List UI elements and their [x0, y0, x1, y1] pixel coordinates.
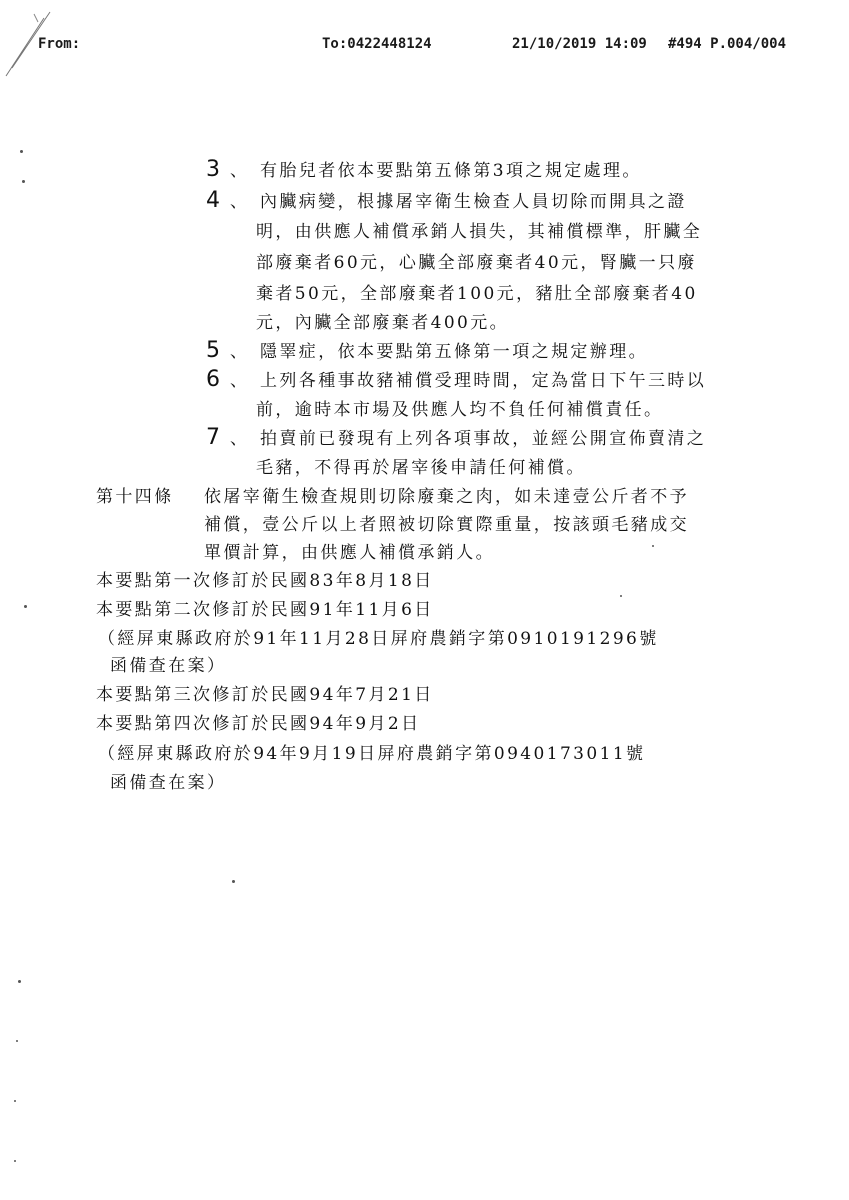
scan-speck [18, 980, 21, 983]
list-item-number: 7 [206, 425, 220, 450]
article-14-label: 第十四條 [96, 487, 174, 507]
scan-speck [620, 595, 622, 597]
list-item-7 [206, 426, 706, 451]
list-item-continuation: 元，內臟全部廢棄者400元。 [256, 313, 510, 333]
scan-speck [20, 150, 23, 153]
list-item-text: 上列各種事故豬補償受理時間，定為當日下午三時以 [260, 371, 707, 391]
revision-note: 函備查在案） [110, 773, 227, 793]
scan-speck [24, 605, 27, 608]
list-item-text: 拍賣前已發現有上列各項事故，並經公開宣佈賣清之 [260, 429, 707, 449]
list-item-text: 隱睪症，依本要點第五條第一項之規定辦理。 [260, 342, 648, 362]
revision-line: 本要點第一次修訂於民國83年8月18日 [96, 571, 434, 591]
revision-line: 本要點第四次修訂於民國94年9月2日 [96, 714, 421, 734]
list-item-4 [206, 189, 687, 214]
list-item-6 [206, 368, 706, 393]
revision-note: 函備查在案） [110, 656, 227, 676]
list-item-continuation: 棄者50元，全部廢棄者100元，豬肚全部廢棄者40 [256, 284, 698, 304]
list-item-number: 6 [206, 367, 220, 392]
list-item-number: 3 [206, 157, 220, 182]
list-item-separator: 、 [230, 371, 247, 391]
scan-speck [16, 1040, 18, 1042]
list-item-text: 有胎兒者依本要點第五條第3項之規定處理。 [260, 161, 642, 181]
article-14-text: 單價計算，由供應人補償承銷人。 [204, 543, 495, 563]
revision-note: （經屏東縣政府於94年9月19日屏府農銷字第0940173011號 [98, 744, 646, 764]
article-14-text: 補償，壹公斤以上者照被切除實際重量，按該頭毛豬成交 [204, 515, 689, 535]
fax-from-label: From: [38, 36, 81, 52]
list-item-separator: 、 [230, 192, 247, 212]
fax-to-number: To:0422448124 [322, 36, 432, 52]
scan-speck [14, 1100, 16, 1102]
scan-speck [232, 880, 235, 883]
scan-speck [22, 180, 25, 183]
list-item-separator: 、 [230, 161, 247, 181]
list-item-3 [206, 158, 642, 183]
scan-speck [14, 1160, 16, 1162]
fax-header [0, 36, 849, 66]
fax-datetime: 21/10/2019 14:09 [512, 36, 647, 52]
list-item-continuation: 毛豬，不得再於屠宰後申請任何補償。 [256, 458, 586, 478]
list-item-text: 內臟病變，根據屠宰衛生檢查人員切除而開具之證 [260, 192, 687, 212]
list-item-separator: 、 [230, 429, 247, 449]
fax-page-number: #494 P.004/004 [668, 36, 787, 52]
list-item-continuation: 前，逾時本市場及供應人均不負任何補償責任。 [256, 400, 664, 420]
list-item-5 [206, 339, 648, 364]
list-item-number: 4 [206, 188, 220, 213]
list-item-number: 5 [206, 338, 220, 363]
revision-line: 本要點第二次修訂於民國91年11月6日 [96, 600, 434, 620]
article-14-text: 依屠宰衛生檢查規則切除廢棄之肉，如未達壹公斤者不予 [204, 487, 689, 507]
list-item-continuation: 部廢棄者60元，心臟全部廢棄者40元，腎臟一只廢 [256, 253, 697, 273]
revision-note: （經屏東縣政府於91年11月28日屏府農銷字第0910191296號 [98, 629, 659, 649]
revision-line: 本要點第三次修訂於民國94年7月21日 [96, 685, 434, 705]
list-item-continuation: 明，由供應人補償承銷人損失，其補償標準，肝臟全 [256, 222, 703, 242]
scan-speck [652, 545, 654, 547]
list-item-separator: 、 [230, 342, 247, 362]
